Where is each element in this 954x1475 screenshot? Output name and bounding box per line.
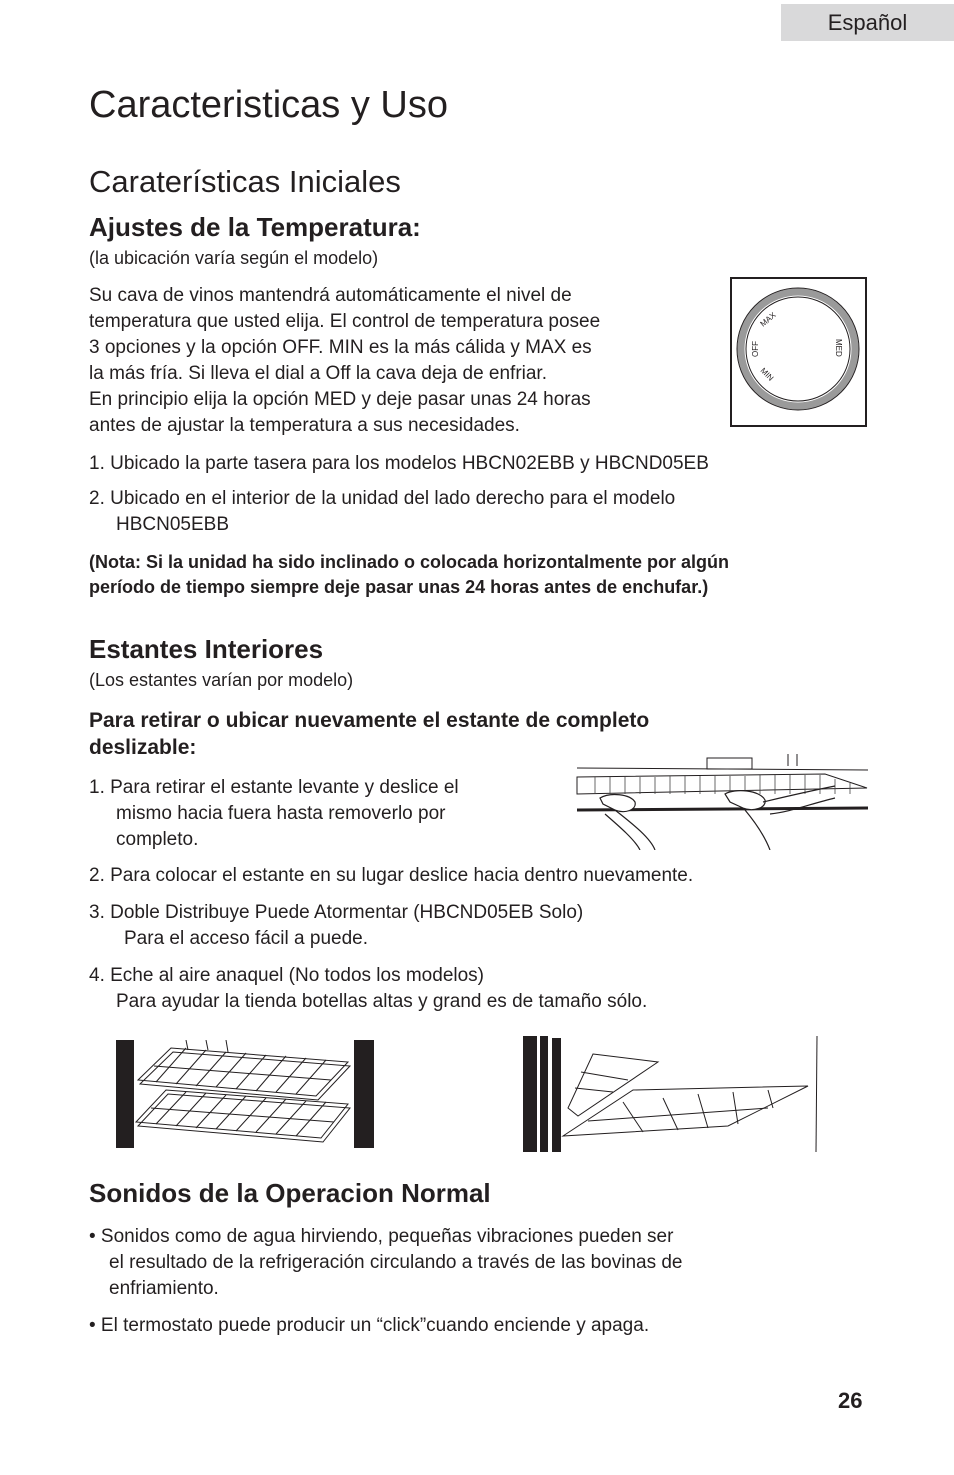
shelves-item-1: 1. Para retirar el estante levante y deslice el mismo hacia fuera hasta removerlo por completo.: [89, 777, 459, 850]
shelves-subnote: (Los estantes varían por modelo): [89, 670, 354, 690]
dial-max-label: MAX: [758, 310, 778, 329]
sounds-bullet-1: • Sonidos como de agua hirviendo, pequeñas vibraciones pueden ser el resultado de la refrigeración circulando a través de las bovinas de enfriamiento.: [89, 1226, 683, 1299]
temperature-dial-illustration: [730, 277, 867, 427]
temperature-subnote: (la ubicación varía según el modelo): [89, 248, 379, 268]
sounds-heading: Sonidos de la Operacion Normal: [89, 1178, 491, 1208]
dial-off-label: OFF: [751, 341, 760, 357]
tilt-warning-note: (Nota: Si la unidad ha sido inclinado o colocada horizontalmente por algún período de tiempo siempre deje pasar unas 24 horas antes de enchufar.): [89, 552, 730, 597]
temperature-heading: Ajustes de la Temperatura:: [89, 212, 421, 242]
page-number: 26: [838, 1388, 863, 1413]
section-title: Caraterísticas Iniciales: [89, 164, 401, 199]
temperature-item-1: 1. Ubicado la parte tasera para los modelos HBCN02EBB y HBCND05EB: [89, 453, 709, 474]
shelves-item-4: 4. Eche al aire anaquel (No todos los modelos) Para ayudar la tienda botellas altas y grand es de tamaño sólo.: [89, 965, 648, 1012]
shelf-removal-heading: Para retirar o ubicar nuevamente el estante de completo deslizable:: [89, 709, 650, 759]
wire-rack-illustration: [116, 1040, 376, 1148]
shelves-item-2: 2. Para colocar el estante en su lugar deslice hacia dentro nuevamente.: [89, 865, 694, 886]
language-tab: Español: [781, 4, 954, 41]
tilted-shelf-illustration: [523, 1036, 821, 1152]
sounds-bullet-2: • El termostato puede producir un “click”cuando enciende y apaga.: [89, 1315, 650, 1336]
page-title: Caracteristicas y Uso: [89, 84, 448, 126]
temperature-item-2: 2. Ubicado en el interior de la unidad del lado derecho para el modelo HBCN05EBB: [89, 488, 676, 535]
temperature-paragraph: Su cava de vinos mantendrá automáticamente el nivel de temperatura que usted elija. El control de temperatura posee 3 opciones y la opción OFF. MIN es la más cálida y MAX es la más fría. Si lleva el dial a Off la cava deja de enfriar. En principio elija la opción MED y deje pasar unas 24 horas antes de ajustar la temperatura a sus necesidades.: [89, 285, 601, 436]
dial-min-label: MIN: [758, 366, 776, 383]
shelves-item-3: 3. Doble Distribuye Puede Atormentar (HBCND05EB Solo) Para el acceso fácil a puede.: [89, 902, 584, 949]
dial-med-label: MED: [834, 339, 843, 357]
shelves-heading: Estantes Interiores: [89, 634, 324, 664]
sliding-shelf-illustration: [575, 752, 868, 850]
